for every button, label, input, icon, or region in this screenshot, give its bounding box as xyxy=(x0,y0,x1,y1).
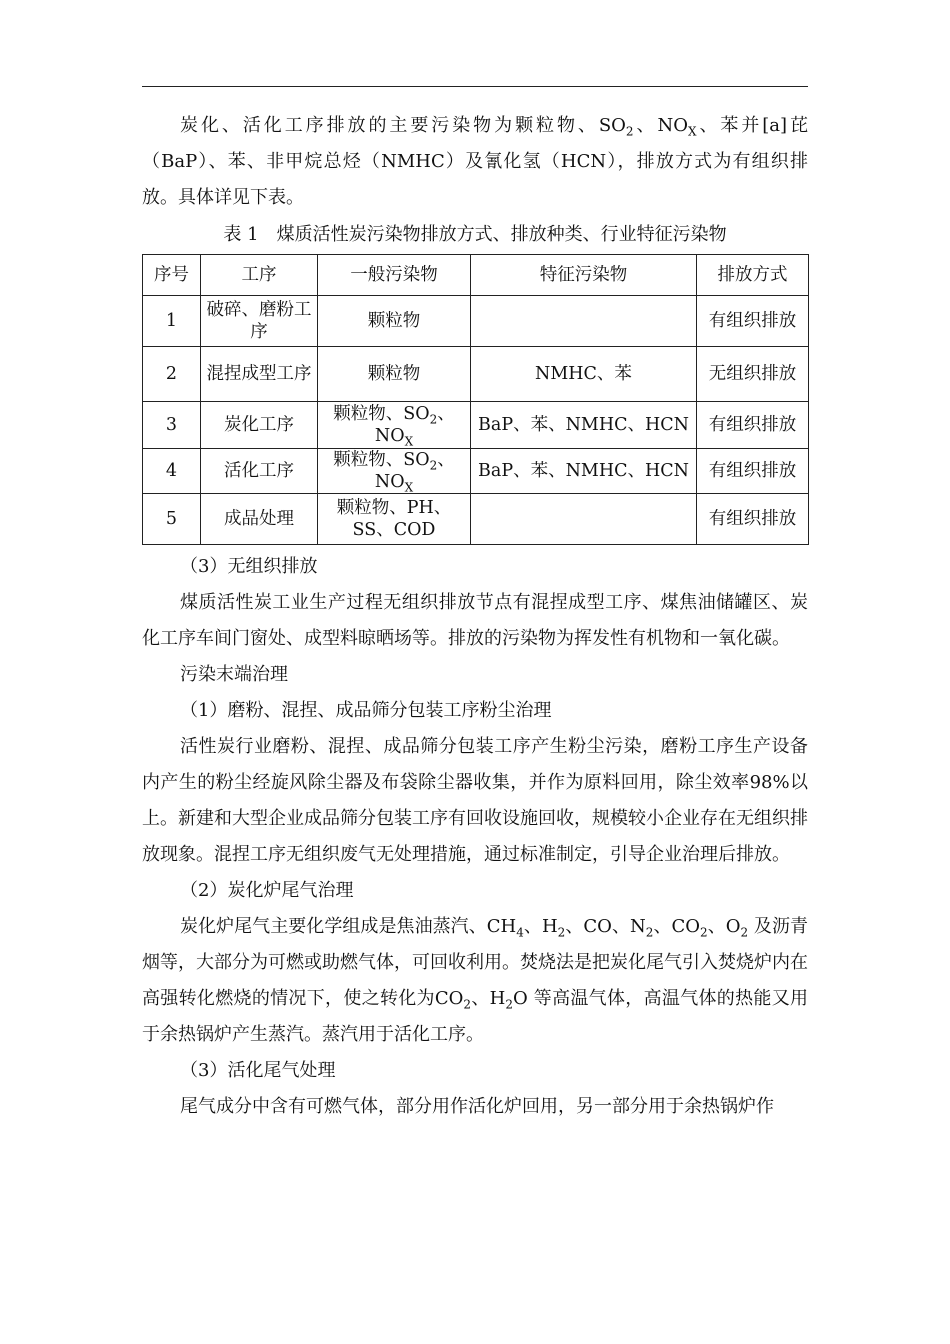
cell-no: 4 xyxy=(143,449,201,494)
cell-mode: 无组织排放 xyxy=(697,347,809,402)
cell-general-text-b: 、NO xyxy=(374,450,455,492)
sub2-text: 炭化炉尾气主要化学组成是焦油蒸汽、CH xyxy=(180,916,517,937)
sub2-text: 、H xyxy=(523,916,558,937)
cell-feature xyxy=(471,296,697,347)
cell-general: 颗粒物、PH、SS、COD xyxy=(318,494,471,545)
cell-process: 混捏成型工序 xyxy=(201,347,318,402)
sub2-subscript: 2 xyxy=(645,925,654,940)
cell-feature xyxy=(471,494,697,545)
sub2-paragraph xyxy=(142,909,808,1053)
intro-text-b: 、NO xyxy=(633,115,688,136)
table-row xyxy=(143,402,809,449)
cell-process: 破碎、磨粉工序 xyxy=(201,296,318,347)
cell-general xyxy=(318,402,471,449)
sub2-text: 、H xyxy=(471,988,506,1009)
sub2-subscript: 2 xyxy=(463,997,472,1012)
cell-feature: BaP、苯、NMHC、HCN xyxy=(471,402,697,449)
section-heading-unorganized: （3）无组织排放 xyxy=(180,556,318,577)
cell-general-text-a: 颗粒物、SO xyxy=(333,404,430,424)
header-no: 序号 xyxy=(143,255,201,296)
cell-no: 5 xyxy=(143,494,201,545)
sub3-heading: （3）活化尾气处理 xyxy=(180,1060,336,1081)
sub2-text: 、CO、N xyxy=(565,916,646,937)
sub2-subscript: 2 xyxy=(505,997,513,1012)
sub2-subscript: 2 xyxy=(700,925,708,940)
header-mode: 排放方式 xyxy=(697,255,809,296)
cell-feature: BaP、苯、NMHC、HCN xyxy=(471,449,697,494)
sub2-text: 、O xyxy=(707,916,741,937)
sub2-text: 及沥青烟等，大部分为可燃或助燃气体，可回收利用。焚烧法是把炭化尾气引入焚烧炉内在高强转化燃烧的情况下，使之转化为CO xyxy=(142,916,809,1009)
cell-no: 1 xyxy=(143,296,201,347)
intro-text-a: 炭化、活化工序排放的主要污染物为颗粒物、SO xyxy=(180,115,626,136)
cell-mode: 有组织排放 xyxy=(697,449,809,494)
sub2-text: O 等高温气体，高温气体的热能又用于余热锅炉产生蒸汽。蒸汽用于活化工序。 xyxy=(142,988,809,1045)
header-general: 一般污染物 xyxy=(318,255,471,296)
sub2-subscript: 2 xyxy=(740,925,749,940)
cell-no: 2 xyxy=(143,347,201,402)
cell-general: 颗粒物 xyxy=(318,347,471,402)
header-feature: 特征污染物 xyxy=(471,255,697,296)
cell-general-text-b: 、NO xyxy=(374,404,455,446)
sub2-heading: （2）炭化炉尾气治理 xyxy=(180,880,354,901)
cell-no: 3 xyxy=(143,402,201,449)
cell-general-text-a: 颗粒物、SO xyxy=(333,450,430,470)
intro-sub-1: 2 xyxy=(625,124,634,139)
cell-process: 活化工序 xyxy=(201,449,318,494)
cell-general-sub-2: X xyxy=(404,434,414,449)
sub2-subscript: 2 xyxy=(557,925,566,940)
table-row xyxy=(143,494,809,545)
cell-mode: 有组织排放 xyxy=(697,494,809,545)
sub2-subscript: 4 xyxy=(516,925,524,940)
pollutant-table xyxy=(142,254,809,545)
treatment-heading: 污染末端治理 xyxy=(180,664,288,685)
table-row xyxy=(143,449,809,494)
intro-text-c: 、苯并[a]芘（BaP）、苯、非甲烷总烃（NMHC）及氰化氢（HCN），排放方式为有组织排放。具体详见下表。 xyxy=(142,115,808,208)
sub3-paragraph: 尾气成分中含有可燃气体，部分用作活化炉回用，另一部分用于余热锅炉作 xyxy=(180,1096,774,1117)
sub1-heading: （1）磨粉、混捏、成品筛分包装工序粉尘治理 xyxy=(180,700,552,721)
cell-general-sub-1: 2 xyxy=(429,458,438,473)
intro-paragraph xyxy=(142,108,808,216)
header-rule xyxy=(142,86,808,87)
sub1-paragraph: 活性炭行业磨粉、混捏、成品筛分包装工序产生粉尘污染，磨粉工序生产设备内产生的粉尘经旋风除尘器及布袋除尘器收集，并作为原料回用，除尘效率98%以上。新建和大型企业成品筛分包装工序有回收设施回收，规模较小企业存在无组织排放现象。混捏工序无组织废气无处理措施，通过标准制定，引导企业治理后排放。 xyxy=(142,736,808,865)
table-caption: 表 1 煤质活性炭污染物排放方式、排放种类、行业特征污染物 xyxy=(223,224,727,245)
cell-general-sub-1: 2 xyxy=(429,412,438,427)
intro-sub-2: X xyxy=(687,124,697,139)
cell-general-sub-2: X xyxy=(404,480,414,495)
cell-process: 成品处理 xyxy=(201,494,318,545)
header-process: 工序 xyxy=(201,255,318,296)
cell-mode: 有组织排放 xyxy=(697,402,809,449)
cell-feature: NMHC、苯 xyxy=(471,347,697,402)
cell-general xyxy=(318,449,471,494)
document-page xyxy=(142,108,808,1125)
sub2-text: 、CO xyxy=(653,916,701,937)
cell-mode: 有组织排放 xyxy=(697,296,809,347)
table-row xyxy=(143,296,809,347)
table-row xyxy=(143,347,809,402)
cell-general: 颗粒物 xyxy=(318,296,471,347)
cell-process: 炭化工序 xyxy=(201,402,318,449)
unorganized-paragraph: 煤质活性炭工业生产过程无组织排放节点有混捏成型工序、煤焦油储罐区、炭化工序车间门窗处、成型料晾晒场等。排放的污染物为挥发性有机物和一氧化碳。 xyxy=(142,592,808,649)
table-header-row xyxy=(143,255,809,296)
